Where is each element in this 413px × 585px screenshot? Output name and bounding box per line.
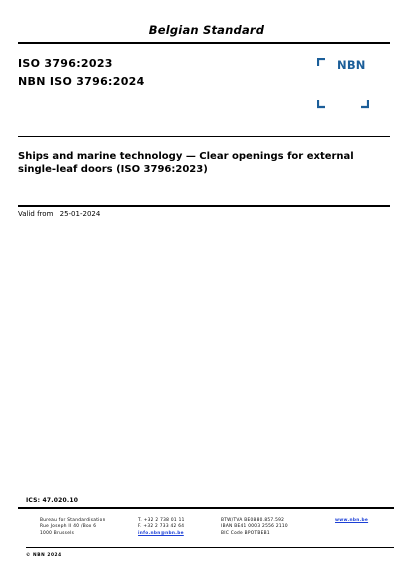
email-link[interactable]: info.nbn@nbn.be [138, 530, 184, 536]
iban-number: IBAN BE41 0003 2556 2110 [221, 524, 288, 530]
address-line: Rue Joseph II 40 /Box 6 [40, 524, 97, 530]
ics-code: ICS: 47.020.10 [26, 497, 79, 504]
iso-standard-number: ISO 3796:2023 [18, 57, 113, 70]
copyright-divider [26, 547, 394, 548]
footer-contact [138, 518, 185, 537]
section-divider [18, 136, 390, 137]
bic-code: BIC Code BPOTBEB1 [221, 530, 270, 536]
footer-bank [221, 518, 288, 537]
validity-line [18, 210, 100, 218]
valid-from-label: Valid from [18, 210, 54, 218]
footer-address [40, 518, 106, 537]
footer-divider [18, 507, 394, 509]
nbn-standard-number: NBN ISO 3796:2024 [18, 75, 145, 88]
valid-from-date: 25-01-2024 [59, 210, 101, 218]
nbn-logo-text: NBN [337, 58, 366, 72]
header-title: Belgian Standard [148, 23, 265, 37]
phone-number: T. +32 2 738 01 11 [138, 518, 185, 523]
vat-number: BTW/TVA BE0880.857.592 [221, 518, 285, 523]
copyright-notice: © NBN 2024 [26, 553, 62, 558]
website-link[interactable]: www.nbn.be [335, 518, 369, 523]
address-line: 1000 Brussels [40, 530, 75, 536]
title-divider [18, 205, 390, 207]
footer-website [335, 518, 368, 524]
fax-number: F. +32 2 733 42 64 [138, 524, 185, 530]
header-divider [18, 42, 390, 44]
address-line: Bureau for Standardisation [40, 518, 106, 523]
document-title: Ships and marine technology — Clear openings for external single-leaf doors (ISO 3796:2023) [18, 151, 354, 175]
